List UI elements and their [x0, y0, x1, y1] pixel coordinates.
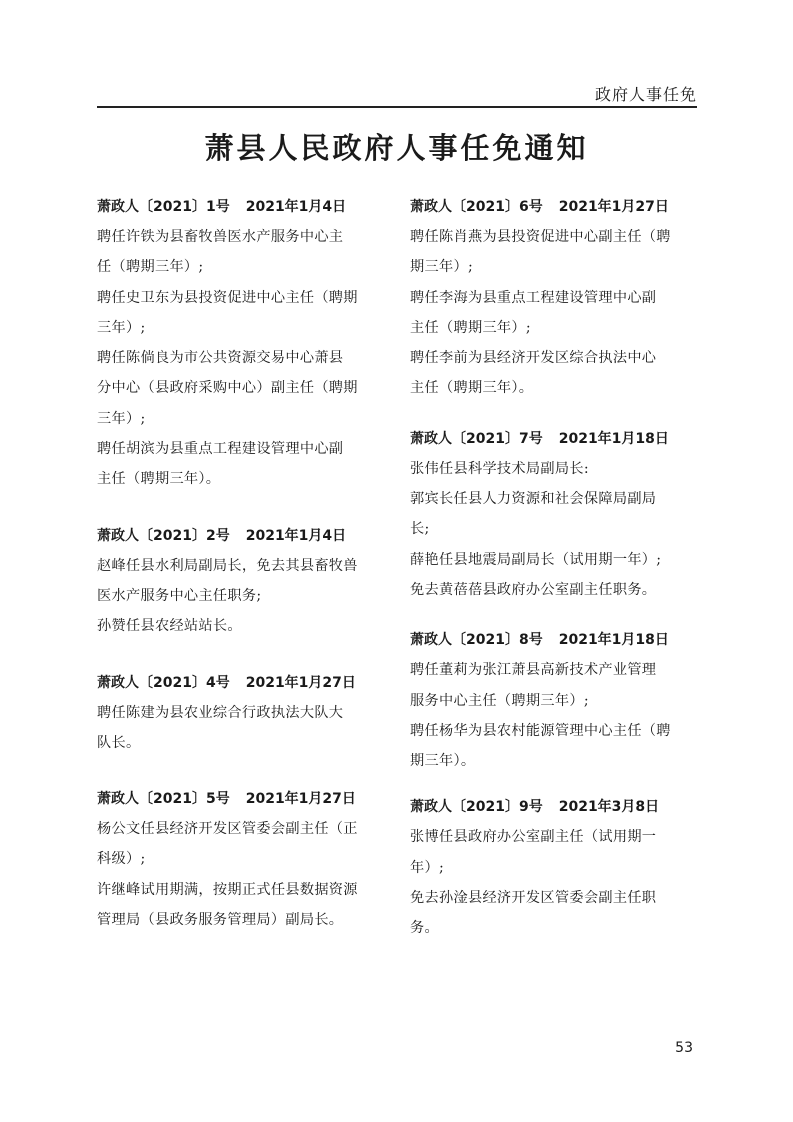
notice-header: [410, 192, 702, 222]
notice-line: 服务中心主任（聘期三年）;: [410, 692, 589, 709]
notice: [410, 424, 702, 605]
notice-line: 任（聘期三年）;: [97, 259, 204, 276]
notice-line: 聘任陈倘良为市公共资源交易中心萧县: [97, 350, 344, 367]
notice-header: [97, 784, 389, 814]
notice-line: 孙赞任县农经站站长。: [97, 618, 242, 635]
notice-line: 聘任陈建为县农业综合行政执法大队大: [97, 704, 344, 721]
notice-line: 许继峰试用期满，按期正式任县数据资源: [97, 881, 358, 898]
notice-line: 免去孙淦县经济开发区管委会副主任职: [410, 890, 657, 907]
right-column: [410, 192, 702, 960]
notice-header: [410, 792, 702, 822]
notice-line: 分中心（县政府采购中心）副主任（聘期: [97, 380, 358, 397]
notice: [410, 792, 702, 943]
notice-line: 三年）;: [97, 319, 146, 336]
notice: [410, 625, 702, 776]
notice-header: [410, 625, 702, 655]
notice-date: 2021年1月27日: [245, 674, 356, 691]
notice-date: 2021年1月4日: [245, 527, 347, 544]
notice-date: 2021年1月18日: [558, 430, 669, 447]
notice: [97, 192, 389, 495]
notice-header: [97, 668, 389, 698]
notice-line: 聘任董莉为张江萧县高新技术产业管理: [410, 662, 657, 679]
notice-line: 张博任县政府办公室副主任（试用期一: [410, 829, 657, 846]
document-number: 萧政人〔2021〕6号: [410, 199, 543, 215]
notice-line: 薛艳任县地震局副局长（试用期一年）;: [410, 551, 662, 568]
document-number: 萧政人〔2021〕5号: [97, 791, 230, 808]
document-number: 萧政人〔2021〕4号: [97, 674, 230, 691]
notice-line: 杨公文任县经济开发区管委会副主任（正: [97, 821, 358, 838]
notice-line: 主任（聘期三年）。: [97, 471, 221, 488]
notice: [97, 784, 389, 935]
page-number: 53: [675, 1040, 693, 1056]
notice-line: 三年）;: [97, 410, 146, 427]
left-column: [97, 192, 389, 951]
notice: [410, 192, 702, 404]
document-number: 萧政人〔2021〕2号: [97, 527, 230, 544]
notice-line: 赵峰任县水利局副局长，免去其县畜牧兽: [97, 557, 358, 574]
notice-line: 郭宾长任县人力资源和社会保障局副局: [410, 491, 657, 508]
notice-line: 主任（聘期三年）。: [410, 380, 534, 397]
notice-line: 聘任许铁为县畜牧兽医水产服务中心主: [97, 229, 344, 245]
running-head: 政府人事任免: [594, 85, 697, 104]
page-title: 萧县人民政府人事任免通知: [204, 131, 589, 165]
document-number: 萧政人〔2021〕9号: [410, 799, 543, 816]
notice-line: 主任（聘期三年）;: [410, 319, 531, 336]
notice: [97, 521, 389, 642]
notice-line: 聘任胡滨为县重点工程建设管理中心副: [97, 441, 344, 458]
document-number: 萧政人〔2021〕7号: [410, 430, 543, 447]
notice-line: 聘任李前为县经济开发区综合执法中心: [410, 350, 657, 367]
notice-line: 医水产服务中心主任职务;: [97, 587, 262, 604]
notice-header: [97, 521, 389, 551]
notice-line: 科级）;: [97, 851, 146, 868]
notice-date: 2021年1月27日: [558, 199, 669, 215]
notice-line: 长;: [410, 521, 430, 538]
notice-header: [97, 192, 389, 222]
header-rule: [97, 106, 697, 108]
notice-line: 管理局（县政务服务管理局）副局长。: [97, 912, 344, 929]
document-number: 萧政人〔2021〕8号: [410, 632, 543, 649]
notice-line: 年）;: [410, 859, 445, 876]
notice-date: 2021年1月27日: [245, 791, 356, 808]
notice-line: 聘任杨华为县农村能源管理中心主任（聘: [410, 722, 671, 739]
notice-line: 聘任史卫东为县投资促进中心主任（聘期: [97, 289, 358, 306]
notice-date: 2021年1月18日: [558, 632, 669, 649]
notice-line: 聘任陈肖燕为县投资促进中心副主任（聘: [410, 229, 671, 245]
notice-line: 聘任李海为县重点工程建设管理中心副: [410, 289, 657, 306]
notice-date: 2021年3月8日: [558, 799, 660, 816]
notice-header: [410, 424, 702, 454]
notice-line: 期三年）;: [410, 259, 474, 276]
notice-line: 免去黄蓓蓓县政府办公室副主任职务。: [410, 581, 657, 598]
notice-line: 张伟任县科学技术局副局长:: [410, 460, 589, 477]
document-number: 萧政人〔2021〕1号: [97, 199, 230, 215]
notice: [97, 668, 389, 759]
notice-line: 队长。: [97, 734, 141, 751]
notice-date: 2021年1月4日: [245, 199, 347, 215]
notice-line: 务。: [410, 920, 439, 937]
notice-line: 期三年）。: [410, 753, 476, 770]
